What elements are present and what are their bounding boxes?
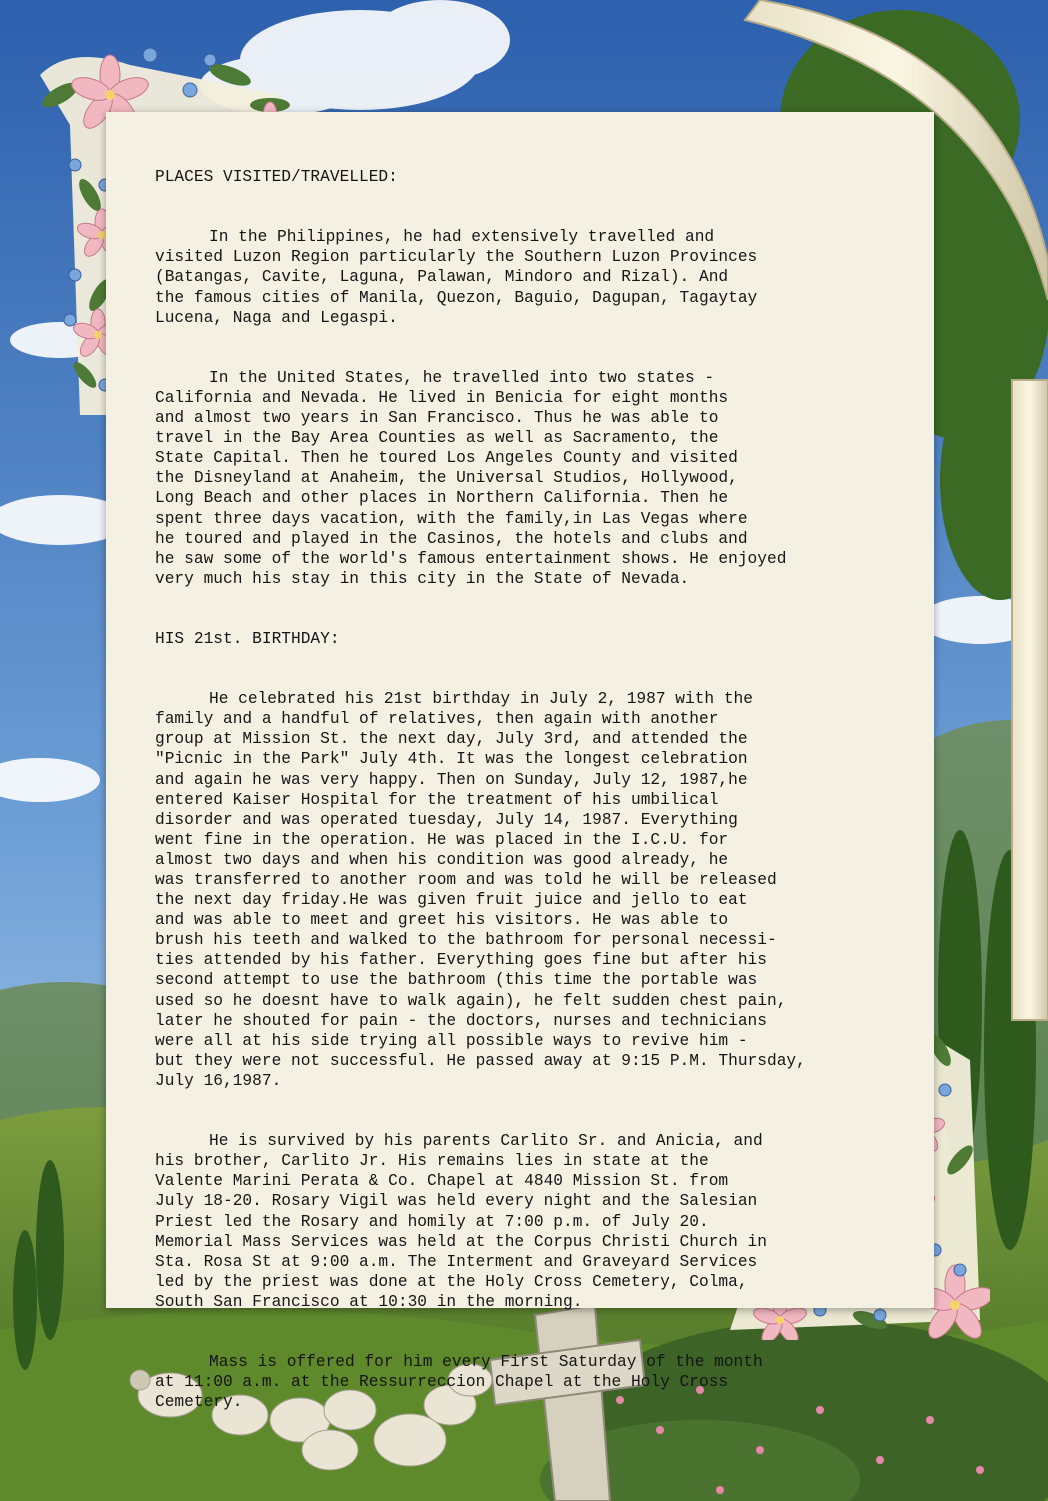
paragraph-survived-by-text: He is survived by his parents Carlito Sr. and Anicia, and his brother, Carlito Jr. His remains lies in state at the Valente Marini Perata & Co. Chapel at 4840 Mission St. from July 18-20. Rosary Vigil was held every night and the Salesian Priest led the Rosary and homily at 7:00 p.m. of July 20. Memorial Mass Services was held at the Corpus Christi Church in Sta. Rosa St at 9:00 a.m. The Interment and Graveyard Services led by the priest was done at the Holy Cross Cemetery, Colma, South San Francisco at 10:30 in the morning. [155,1132,767,1311]
paragraph-mass-text: Mass is offered for him every First Saturday of the month at 11:00 a.m. at the Ressurreccion Chapel at the Holy Cross Cemetery. [155,1353,763,1412]
paragraph-survived-by [155,1131,915,1312]
section-heading-places: PLACES VISITED/TRAVELLED: [155,168,398,187]
paragraph-philippines [155,227,915,327]
paragraph-birthday [155,689,915,1091]
paragraph-birthday-text: He celebrated his 21st birthday in July 2, 1987 with the family and a handful of relatives, then again with another group at Mission St. the next day, July 3rd, and attended the "Picnic in the Park" July 4th. It was the longest celebration and again he was very happy. Then on Sunday, July 12, 1987,he entered Kaiser Hospital for the treatment of his umbilical disorder and was operated tuesday, July 14, 1987. Everything went fine in the operation. He was placed in the I.C.U. for almost two days and when his condition was good already, he was transferred to another room and was told he will be released the next day friday.He was given fruit juice and jello to eat and was able to meet and greet his visitors. He was able to brush his teeth and walked to the bathroom for personal necessi- ties attended by his father. Everything goes fine but after his second attempt to use the bathroom (this time the portable was used so he doesnt have to walk again), he felt sudden chest pain, later he shouted for pain - the doctors, nurses and technicians were all at his side trying all possible ways to revive him - but they were not successful. He passed away at 9:15 P.M. Thursday, July 16,1987. [155,690,806,1090]
document-page [106,112,934,1412]
document-text [155,147,915,1452]
paragraph-philippines-text: In the Philippines, he had extensively travelled and visited Luzon Region particularly the Southern Luzon Provinces (Batangas, Cavite, Laguna, Palawan, Mindoro and Rizal). And the famous cities of Manila, Quezon, Baguio, Dagupan, Tagaytay Lucena, Naga and Legaspi. [155,228,758,327]
paragraph-united-states [155,368,915,589]
paragraph-united-states-text: In the United States, he travelled into two states - California and Nevada. He lived in Benicia for eight months and almost two years in San Francisco. Thus he was able to travel in the Bay Area Counties as well as Sacramento, the State Capital. Then he toured Los Angeles County and visited the Disneyland at Anaheim, the Universal Studios, Hollywood, Long Beach and other places in Northern California. Then he spent three days vacation, with the family,in Las Vegas where he toured and played in the Casinos, the hotels and clubs and he saw some of the world's famous entertainment shows. He enjoyed very much his stay in this city in the State of Nevada. [155,368,787,588]
paragraph-mass [155,1352,915,1412]
section-heading-birthday: HIS 21st. BIRTHDAY: [155,629,340,648]
